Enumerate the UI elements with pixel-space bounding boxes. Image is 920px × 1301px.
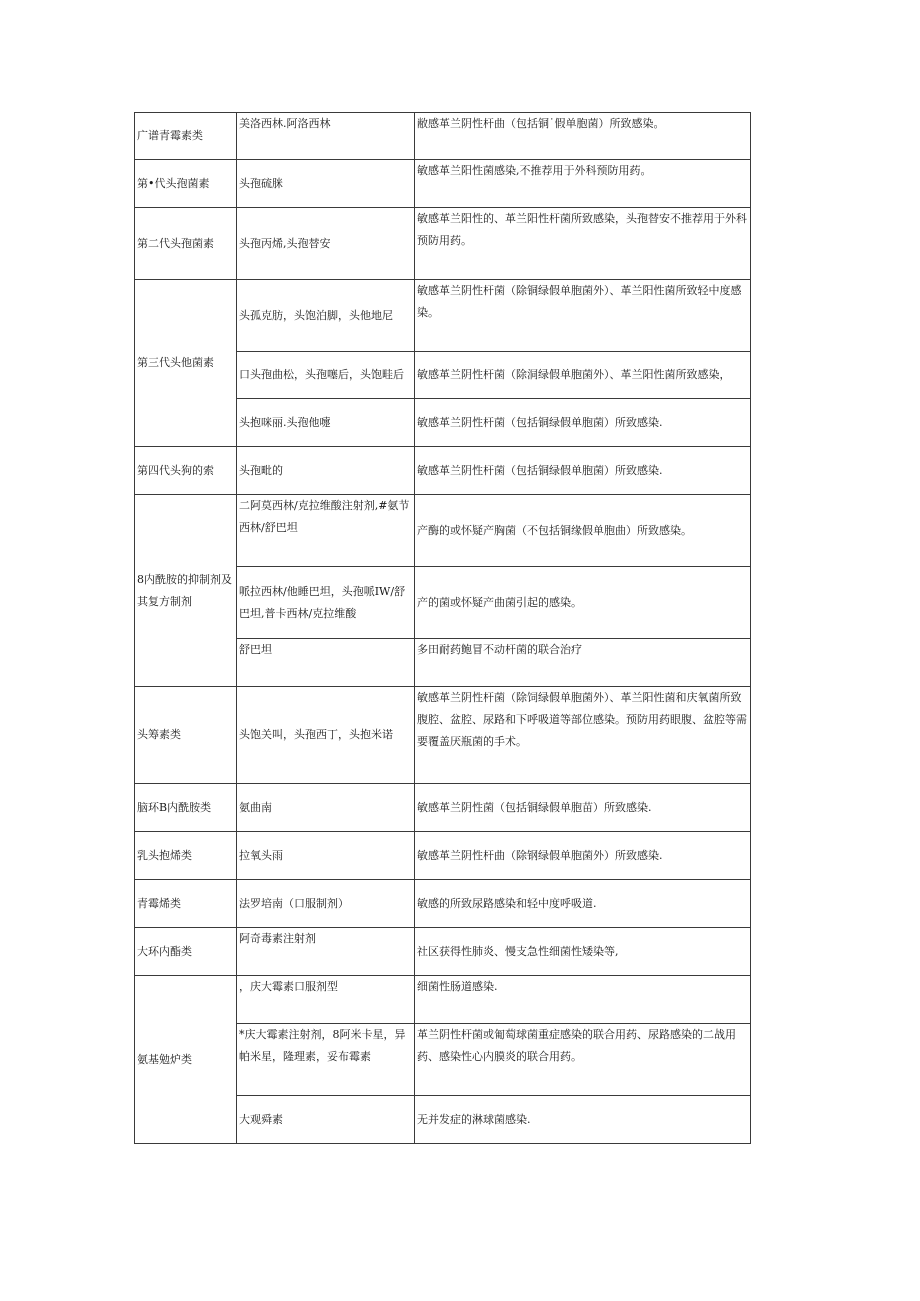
drug-name-cell: 哌拉西林/他睡巴坦，头孢哌IW/舒巴坦,普卡西林/克拉维酸 xyxy=(237,567,415,639)
indication-cell: 无并发症的淋球菌感染. xyxy=(415,1096,751,1144)
table-row xyxy=(135,976,751,1024)
table-row xyxy=(135,160,751,208)
drug-name-cell: 舒巴坦 xyxy=(237,639,415,687)
table-row xyxy=(135,928,751,976)
drug-class-cell: 第•代头孢菌素 xyxy=(135,160,237,208)
drug-class-cell: 头筹素类 xyxy=(135,687,237,784)
drug-name-cell: 大观舜素 xyxy=(237,1096,415,1144)
drug-class-cell: 氨基勉炉类 xyxy=(135,976,237,1144)
drug-class-cell: 脑环B内酰胺类 xyxy=(135,784,237,832)
indication-cell: 敏感革兰阳性的、革兰阳性杆菌所致感染，头孢替安不推荐用于外科预防用药。 xyxy=(415,208,751,280)
table-row xyxy=(135,208,751,280)
drug-name-cell: 美洛西林.阿洛西林 xyxy=(237,113,415,160)
table-row xyxy=(135,784,751,832)
indication-cell: 细菌性肠道感染. xyxy=(415,976,751,1024)
drug-name-cell: 头孢硫脒 xyxy=(237,160,415,208)
indication-cell: 敏感革兰阴性菌（包括铜绿假单胞苗）所致感染. xyxy=(415,784,751,832)
table-row xyxy=(135,280,751,352)
indication-cell: 多田耐药鲍冒不动杆菌的联合治疗 xyxy=(415,639,751,687)
drug-class-cell: 大环内酯类 xyxy=(135,928,237,976)
indication-cell: 敏感革兰阴性杆菌（除铜绿假单胞菌外）、革兰阳性菌所致轻中度感染。 xyxy=(415,280,751,352)
indication-cell: 产的菌或怀疑产曲菌引起的感染。 xyxy=(415,567,751,639)
drug-name-cell: 头饱关叫，头孢西丁，头抱米诺 xyxy=(237,687,415,784)
indication-cell: 敏感革兰阴性杆菌（除洞绿假单胞菌外）、革兰阳性菌所致感染， xyxy=(415,352,751,399)
table-row xyxy=(135,832,751,880)
drug-name-cell: 头孢毗的 xyxy=(237,447,415,495)
drug-name-cell: 拉氧头雨 xyxy=(237,832,415,880)
drug-name-cell: 头孢丙烯,头孢替安 xyxy=(237,208,415,280)
indication-cell: 敏感革兰阴性杆菌（包括铜绿假单胞菌）所致感染. xyxy=(415,399,751,447)
indication-cell: 敏感革兰阴性杆菌（包括铜绿假单胞菌）所致感染. xyxy=(415,447,751,495)
drug-name-cell: 法罗培南（口服制剂） xyxy=(237,880,415,928)
drug-name-cell: ，庆大霉素口服剂型 xyxy=(237,976,415,1024)
indication-cell: 社区获得性肺炎、慢支急性细菌性矮染等, xyxy=(415,928,751,976)
table-row xyxy=(135,447,751,495)
table-row xyxy=(135,687,751,784)
indication-cell: 敏感的所致尿路感染和轻中度呼吸道. xyxy=(415,880,751,928)
indication-cell: 敏感革兰阴性杆菌（除饲绿假单胞菌外）、革兰阳性菌和庆氧菌所致腹腔、盆腔、尿路和下呼吸道等部位感染。预防用药眼腹、盆腔等需要覆盖厌瓶菌的手术。 xyxy=(415,687,751,784)
drug-class-cell: 乳头抱烯类 xyxy=(135,832,237,880)
drug-class-cell: 广谱青霉素类 xyxy=(135,113,237,160)
table-row xyxy=(135,495,751,567)
drug-name-cell: 口头孢曲松，头孢噻后，头饱畦后 xyxy=(237,352,415,399)
drug-name-cell: 氨曲南 xyxy=(237,784,415,832)
table-row xyxy=(135,880,751,928)
indication-cell: 敏感革兰阴性杆曲（除钢绿假单胞菌外）所致感染. xyxy=(415,832,751,880)
indication-cell: 革兰阴性杆菌或匍萄球菌重症感染的联合用药、尿路感染的二战用药、感染性心内膜炎的联合用药。 xyxy=(415,1024,751,1096)
indication-cell: 敏感革兰阳性菌感染,不推荐用于外科预防用药。 xyxy=(415,160,751,208)
drug-name-cell: *庆大霉素注射剂，8阿米卡星，异帕米星，隆理素，妥布霉素 xyxy=(237,1024,415,1096)
drug-class-cell: 青霉烯类 xyxy=(135,880,237,928)
drug-class-cell: 第三代头他菌素 xyxy=(135,280,237,447)
drug-name-cell: 二阿莫西林/克拉维酸注射剂,#氨节西林/舒巴坦 xyxy=(237,495,415,567)
indication-cell: 产酶的或怀疑产胸菌（不包括铜缘假单胞曲）所致感染。 xyxy=(415,495,751,567)
drug-class-cell: 第四代头狗的索 xyxy=(135,447,237,495)
drug-name-cell: 头抱咪丽.头孢他嚏 xyxy=(237,399,415,447)
antibiotic-table xyxy=(134,112,751,1144)
drug-class-cell: 8内酰胺的抑制剂及其复方制剂 xyxy=(135,495,237,687)
table-row xyxy=(135,113,751,160)
drug-name-cell: 头孤克肪，头饱泊脚，头他地尼 xyxy=(237,280,415,352)
indication-cell: 敝感革兰阴性杆曲（包括铜˙假单胞菌）所致感染。 xyxy=(415,113,751,160)
drug-class-cell: 第二代头孢菌素 xyxy=(135,208,237,280)
drug-name-cell: 阿奇毒素注射剂 xyxy=(237,928,415,976)
